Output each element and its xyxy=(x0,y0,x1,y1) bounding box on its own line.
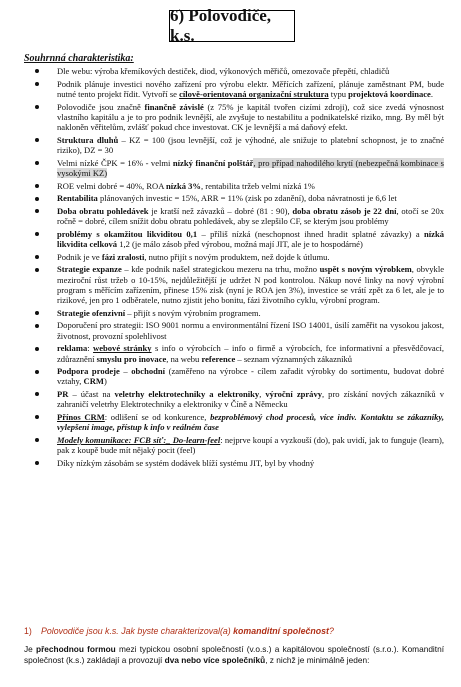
text-run: , obvykle meziroční růst tržeb o 10-15%, nejdůležitější je udržet N pod kontrolou. Nákup nové linky na nový výrobní program s měřícím zařízením, přinese 15% zisk (nyní je ROA jen 3%), investice se vrátí zpět za 6 let, ale je to rizikové, jen pro 1 odběratele, nutno zjistit jeho bonitu, fázi životního cyklu, výrobní program. xyxy=(57,264,444,306)
text-run: Velmi nízké ČPK = 16% - velmi xyxy=(57,157,173,168)
text-run: : odlišení se od konkurence, xyxy=(104,412,211,423)
text-run: : xyxy=(87,343,94,354)
text-run: veletrhy elektrotechniky a elektroniky xyxy=(114,389,260,400)
question-text-end: ? xyxy=(328,626,334,636)
text-run: je kratší než závazků – dobré (81 : 90), xyxy=(148,205,293,216)
text-run: Podnik plánuje investici nového zařízení pro výrobu elektr. Měřících zařízení, plánuje zaměstnant PM, bude nutné tento projekt řídit. Vytvoří se xyxy=(57,78,444,99)
text-run: plánovaných investic = 15%, ARR = 11% (zisk po zdanění), doba návratnosti je 6,6 let xyxy=(97,193,397,204)
question-text-start: Polovodiče jsou k.s. Jak byste charakterizoval(a) xyxy=(41,626,234,636)
text-run: , pro získání nových zákazníků v zahraničí veletrhy Elektrotechniky a elektroniky v Číně a Německu xyxy=(57,389,445,410)
text-run: Struktura dluhů xyxy=(57,134,119,145)
text-run: – příliš nízká (neschopnost ihned hradit splatné závazky) a xyxy=(197,228,425,239)
text-run: reklama xyxy=(57,343,88,354)
text-run: Je xyxy=(24,644,36,654)
text-run: s info o výrobcích – info o firmě a výrobcích, fce informativní a přesvědčovací, zdůraznění xyxy=(57,343,445,364)
bullet-item xyxy=(24,206,444,226)
question xyxy=(24,626,444,636)
text-run: Strategie ofenzivní xyxy=(57,307,126,318)
bullet-item xyxy=(24,102,444,133)
bullet-item xyxy=(24,158,444,178)
text-run: (z 75% je kapitál tvořen cizími zdroji), což sice zvedá výnosnost vlastního kapitálu a je to pro podnik levnější, ale zvyšuje to nestabilitu a podnikatelské riziko, mng. By měl být nakloněn věřitelům, zvlášť pokud chce investovat. CK je levnější a má daňový efekt. xyxy=(57,101,444,133)
text-run: bezproblémový chod procesů, více indiv. Kontaktu se zákazníky, vylepšení image, přístup k info v reálném čase xyxy=(57,412,444,433)
text-run: doba obratu zásob je 22 dní xyxy=(292,205,397,216)
text-run: CRM xyxy=(83,376,104,387)
text-run: , otočí se 20x ročně = dobré, cílem snížit dobu obratu pohledávek, aby se zlepšilo CF, se kterým jsou problémy xyxy=(57,205,445,227)
text-run: Modely komunikace: FCB síť:_ Do-learn-feel xyxy=(57,435,221,445)
text-run: smyslu pro inovace xyxy=(96,353,167,364)
text-run: Strategie expanze xyxy=(57,264,122,275)
bullet-item xyxy=(24,252,444,262)
bullet-item xyxy=(24,412,444,432)
text-run: PR xyxy=(57,389,69,400)
bullet-item xyxy=(24,79,444,99)
question-number: 1) xyxy=(24,626,32,636)
question-text-bold: komanditní společnost xyxy=(233,626,329,636)
section-heading: Souhrnná charakteristika: xyxy=(24,53,134,64)
text-run: ) xyxy=(103,376,107,387)
text-run: Dle webu: výroba křemíkových destiček, diod, výkonových měřičů, omezovače přepětí, chladičů xyxy=(57,66,390,76)
text-run: , rentabilita tržeb velmi nízká 1% xyxy=(200,180,315,191)
bullet-list xyxy=(24,66,444,471)
text-run: – přijít s novým výrobním programem. xyxy=(125,307,261,318)
text-run: uspět s novým výrobkem xyxy=(319,264,412,275)
text-run: nízký finanční polštář xyxy=(172,157,254,168)
bullet-item xyxy=(24,435,444,455)
text-run: Díky nízkým zásobám se systém dodávek blíží systému JIT, byl by vhodný xyxy=(57,457,315,468)
text-run: projektová koordinace xyxy=(348,88,431,99)
text-run: – xyxy=(119,366,132,377)
text-run: ROE velmi dobré = 40%, ROA xyxy=(57,180,167,191)
bullet-item xyxy=(24,320,444,340)
text-run: přechodnou formou xyxy=(36,644,116,654)
bullet-item xyxy=(24,181,444,191)
bullet-item xyxy=(24,264,444,305)
text-run: , xyxy=(259,389,266,400)
bullet-item xyxy=(24,343,444,363)
answer-paragraph xyxy=(24,644,444,665)
document-title: 6) Polovodiče, k.s. xyxy=(169,10,295,42)
text-run: . xyxy=(430,88,433,99)
text-run: : nejprve koupí a vyzkouší (do), pak uvidí, jak to funguje (learn), pak z koupě bude mít nějaký pocit (feel) xyxy=(57,435,444,456)
text-run: nízká likvidita celková xyxy=(57,228,444,250)
text-run: – seznam významných zákazníků xyxy=(235,353,353,364)
text-run: Podnik je ve xyxy=(57,251,102,262)
text-run: obchodní xyxy=(131,366,165,377)
text-run: finančně závislé xyxy=(144,101,204,112)
text-run: Polovodiče jsou značně xyxy=(57,101,145,112)
text-run: reference xyxy=(201,353,236,364)
bullet-item xyxy=(24,66,444,76)
text-run: výroční zprávy xyxy=(265,389,322,400)
bullet-item xyxy=(24,308,444,318)
text-run: – kde podnik našel strategickou mezeru na trhu, možno xyxy=(121,264,320,275)
text-run: Doba obratu pohledávek xyxy=(57,205,149,216)
text-run: , pro případ nahodilého krytí (nebezpečná kombinace s vysokými KZ) xyxy=(57,157,444,178)
bullet-item xyxy=(24,135,444,155)
bullet-item xyxy=(24,229,444,249)
text-run: Doporučení pro strategii: ISO 9001 normu a environmentální řízení ISO 14001, úsilí zaměřit na vysokou jakost, životnost, provozní spolehlivost xyxy=(57,320,444,341)
text-run: , nutno přijít s novým produktem, než dojde k útlumu. xyxy=(144,251,330,262)
text-run: , z nichž je minimálně jeden: xyxy=(265,654,370,665)
text-run: Přínos CRM xyxy=(57,412,105,423)
bullet-item xyxy=(24,366,444,386)
text-run: cílově-orientovaná organizační struktura xyxy=(179,88,329,99)
text-run: webové stránky xyxy=(93,343,152,354)
text-run: (zaměřeno na výrobce - cílem zařadit výrobky do sortimentu, budovat dobré vztahy, xyxy=(57,366,444,387)
text-run: dva nebo více společníků xyxy=(164,654,266,665)
text-run: , na webu xyxy=(166,353,202,364)
text-run: fázi zralosti xyxy=(101,251,145,262)
text-run: 1,2 (je málo zásob před výrobou, možná mají JIT, ale je to hospodárné) xyxy=(117,239,363,250)
bullet-item xyxy=(24,193,444,203)
bullet-item xyxy=(24,389,444,409)
text-run: typu xyxy=(328,88,349,99)
text-run: nízká 3% xyxy=(166,180,201,191)
text-run: Rentabilita xyxy=(57,193,98,204)
text-run: problémy s okamžitou likviditou 0,1 xyxy=(57,228,198,239)
text-run: Podpora prodeje xyxy=(57,366,120,377)
text-run: – KZ = 100 (jsou levnější, což je výhodné, ale snižuje to platební schopnost, je to značné riziko), DZ = 30 xyxy=(57,134,445,155)
bullet-item xyxy=(24,458,444,468)
text-run: – účast na xyxy=(68,389,115,400)
text-run: mezi typickou osobní společností (v.o.s.) a kapitálovou společností (s.r.o.). Komanditní společnost (k.s.) zakládají a provozují xyxy=(24,644,445,665)
